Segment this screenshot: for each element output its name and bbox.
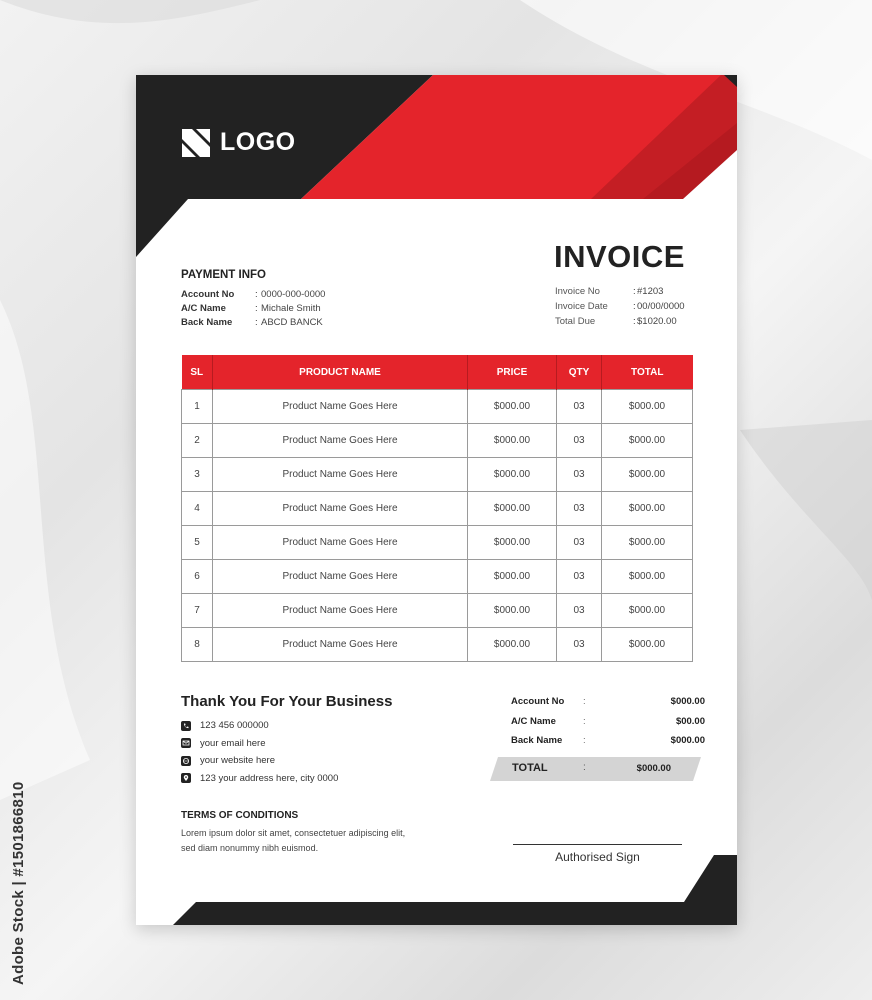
invoice-meta [555, 284, 685, 329]
column-header-price: PRICE [468, 355, 557, 390]
column-header-sl: SL [182, 355, 213, 390]
meta-label: Invoice Date [555, 301, 608, 312]
cell-qty: 03 [557, 594, 602, 628]
payment-value: 0000-000-0000 [261, 289, 326, 300]
payment-separator: : [255, 317, 258, 328]
summary-label: Account No [511, 696, 565, 707]
meta-label: Invoice No [555, 286, 600, 297]
payment-row [181, 288, 325, 302]
invoice-title: INVOICE [554, 239, 685, 274]
email-icon [181, 738, 191, 748]
cell-total: $000.00 [602, 628, 693, 662]
total-label: TOTAL [512, 762, 548, 774]
contact-item [181, 717, 338, 735]
signature-line [513, 844, 682, 845]
cell-sl: 8 [182, 628, 213, 662]
cell-price: $000.00 [468, 424, 557, 458]
cell-product: Product Name Goes Here [213, 526, 468, 560]
cell-total: $000.00 [602, 560, 693, 594]
cell-product: Product Name Goes Here [213, 424, 468, 458]
location-icon [181, 773, 191, 783]
table-row [182, 492, 693, 526]
cell-product: Product Name Goes Here [213, 628, 468, 662]
summary-row [511, 692, 705, 712]
website-icon [181, 756, 191, 766]
payment-info [181, 288, 325, 330]
contact-text: 123 456 000000 [200, 720, 269, 732]
contact-text: 123 your address here, city 0000 [200, 772, 339, 784]
cell-qty: 03 [557, 458, 602, 492]
cell-total: $000.00 [602, 458, 693, 492]
table-row [182, 458, 693, 492]
cell-qty: 03 [557, 390, 602, 424]
summary-separator: : [583, 735, 586, 746]
summary-value: $000.00 [670, 696, 705, 707]
meta-row [555, 284, 685, 299]
cell-qty: 03 [557, 628, 602, 662]
table-row [182, 526, 693, 560]
contact-text: your email here [200, 737, 266, 749]
meta-value: 00/00/0000 [637, 301, 685, 312]
meta-value: #1203 [637, 286, 664, 297]
cell-qty: 03 [557, 424, 602, 458]
contact-item [181, 735, 338, 753]
cell-product: Product Name Goes Here [213, 594, 468, 628]
payment-label: Account No [181, 289, 235, 300]
meta-label: Total Due [555, 316, 596, 327]
cell-sl: 4 [182, 492, 213, 526]
cell-total: $000.00 [602, 492, 693, 526]
table-row [182, 594, 693, 628]
summary-separator: : [583, 715, 586, 727]
cell-total: $000.00 [602, 526, 693, 560]
invoice-sheet [136, 75, 737, 925]
company-logo [182, 128, 296, 157]
total-value: $000.00 [636, 763, 671, 774]
payment-value: Michale Smith [261, 303, 321, 314]
meta-value: $1020.00 [637, 316, 677, 327]
terms-line: Lorem ipsum dolor sit amet, consectetuer adipiscing elit, [181, 828, 406, 838]
summary-label: A/C Name [511, 715, 556, 727]
meta-row [555, 299, 685, 314]
contact-list [181, 717, 338, 787]
column-header-qty: QTY [557, 355, 602, 390]
cell-total: $000.00 [602, 594, 693, 628]
thank-you-heading: Thank You For Your Business [181, 693, 393, 710]
column-header-product: PRODUCT NAME [213, 355, 468, 390]
cell-price: $000.00 [468, 628, 557, 662]
table-row [182, 424, 693, 458]
cell-qty: 03 [557, 526, 602, 560]
payment-summary [511, 692, 705, 751]
meta-separator: : [633, 286, 636, 297]
summary-value: $000.00 [670, 735, 705, 746]
cell-qty: 03 [557, 492, 602, 526]
total-separator: : [583, 762, 586, 773]
cell-sl: 7 [182, 594, 213, 628]
table-row [182, 628, 693, 662]
meta-row [555, 314, 685, 329]
payment-separator: : [255, 289, 258, 300]
cell-price: $000.00 [468, 560, 557, 594]
table-row [182, 390, 693, 424]
terms-heading: TERMS OF CONDITIONS [181, 810, 299, 821]
cell-sl: 5 [182, 526, 213, 560]
summary-label: Back Name [511, 735, 563, 746]
terms-line: sed diam nonummy nibh euismod. [181, 843, 319, 853]
logo-text: LOGO [220, 128, 296, 156]
summary-separator: : [583, 696, 586, 707]
summary-row [511, 731, 705, 751]
cell-total: $000.00 [602, 424, 693, 458]
signature-label: Authorised Sign [555, 850, 640, 864]
total-bar [490, 757, 701, 781]
column-header-total: TOTAL [602, 355, 693, 390]
line-items-table [181, 355, 693, 662]
cell-sl: 1 [182, 390, 213, 424]
payment-row [181, 316, 325, 330]
phone-icon [181, 721, 191, 731]
stock-id-text: Adobe Stock | #1501866810 [10, 781, 27, 985]
payment-label: Back Name [181, 317, 233, 328]
contact-item [181, 770, 338, 788]
payment-info-heading: PAYMENT INFO [181, 269, 266, 281]
summary-value: $00.00 [675, 715, 705, 727]
logo-icon [182, 129, 210, 157]
cell-price: $000.00 [468, 526, 557, 560]
cell-price: $000.00 [468, 594, 557, 628]
cell-product: Product Name Goes Here [213, 560, 468, 594]
cell-product: Product Name Goes Here [213, 458, 468, 492]
cell-price: $000.00 [468, 492, 557, 526]
cell-sl: 2 [182, 424, 213, 458]
payment-row [181, 302, 325, 316]
summary-row [511, 712, 705, 732]
cell-sl: 6 [182, 560, 213, 594]
cell-price: $000.00 [468, 390, 557, 424]
table-header-row [182, 355, 693, 390]
table-row [182, 560, 693, 594]
cell-qty: 03 [557, 560, 602, 594]
terms-text [181, 826, 431, 856]
meta-separator: : [633, 316, 636, 327]
payment-label: A/C Name [181, 303, 226, 314]
payment-value: ABCD BANCK [261, 317, 323, 328]
cell-product: Product Name Goes Here [213, 390, 468, 424]
cell-price: $000.00 [468, 458, 557, 492]
cell-sl: 3 [182, 458, 213, 492]
contact-text: your website here [200, 755, 275, 767]
contact-item [181, 752, 338, 770]
cell-total: $000.00 [602, 390, 693, 424]
meta-separator: : [633, 301, 636, 312]
cell-product: Product Name Goes Here [213, 492, 468, 526]
payment-separator: : [255, 303, 258, 314]
